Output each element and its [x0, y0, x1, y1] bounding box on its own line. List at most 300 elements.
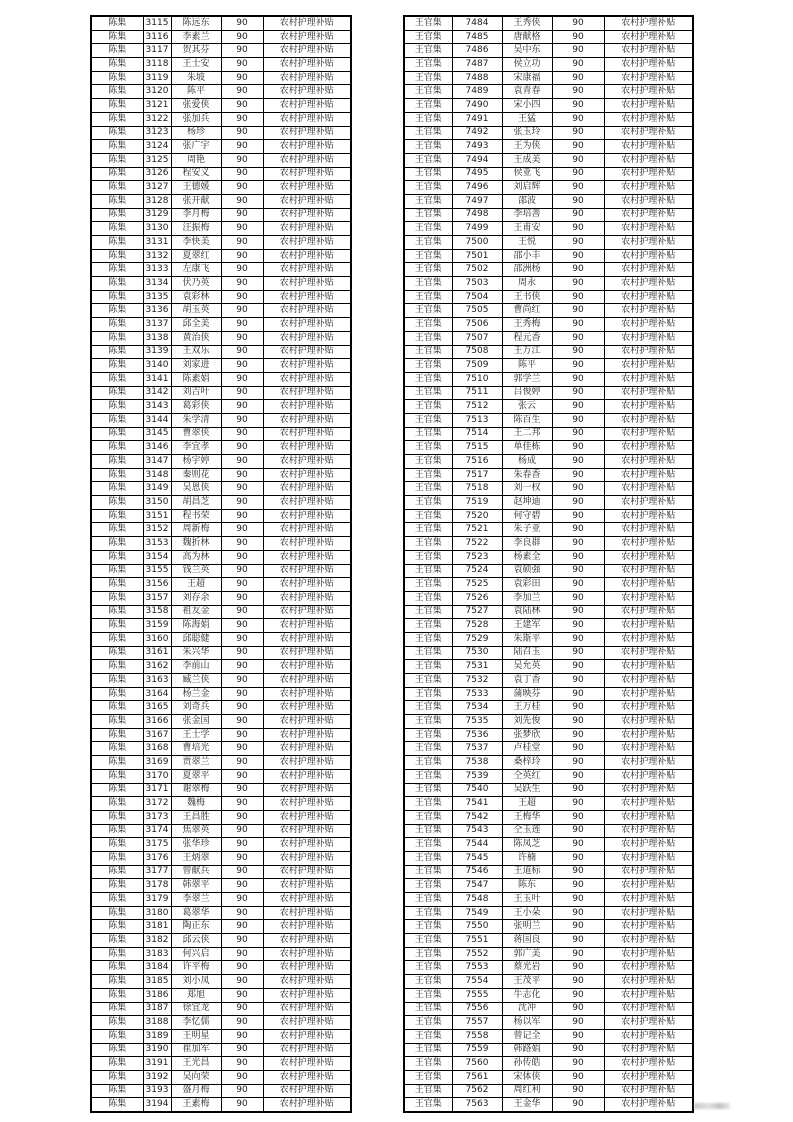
- table-row: [404, 468, 693, 482]
- person-name-cell: 夏翠平: [171, 769, 221, 783]
- amount-cell: 90: [221, 400, 263, 414]
- subsidy-type-cell: 农村护理补贴: [604, 523, 693, 537]
- amount-cell: 90: [221, 263, 263, 277]
- table-row: [404, 44, 693, 58]
- amount-cell: 90: [552, 496, 604, 510]
- serial-number-cell: 7509: [452, 359, 502, 373]
- person-name-cell: 侯亚飞: [502, 167, 552, 181]
- region-cell: 王官集: [404, 988, 452, 1002]
- region-cell: 王官集: [404, 400, 452, 414]
- table-row: [91, 236, 351, 250]
- region-cell: 陈集: [91, 893, 143, 907]
- subsidy-type-cell: 农村护理补贴: [604, 591, 693, 605]
- subsidy-type-cell: 农村护理补贴: [604, 318, 693, 332]
- region-cell: 陈集: [91, 810, 143, 824]
- subsidy-type-cell: 农村护理补贴: [263, 236, 351, 250]
- region-cell: 王官集: [404, 715, 452, 729]
- amount-cell: 90: [552, 920, 604, 934]
- subsidy-type-cell: 农村护理补贴: [604, 400, 693, 414]
- serial-number-cell: 7525: [452, 578, 502, 592]
- serial-number-cell: 3136: [143, 304, 171, 318]
- subsidy-type-cell: 农村护理补贴: [604, 1029, 693, 1043]
- serial-number-cell: 7552: [452, 947, 502, 961]
- person-name-cell: 杨成: [502, 455, 552, 469]
- amount-cell: 90: [552, 1029, 604, 1043]
- table-row: [91, 1098, 351, 1112]
- serial-number-cell: 7519: [452, 496, 502, 510]
- subsidy-type-cell: 农村护理补贴: [604, 632, 693, 646]
- table-row: [91, 824, 351, 838]
- person-name-cell: 程安义: [171, 167, 221, 181]
- subsidy-type-cell: 农村护理补贴: [263, 496, 351, 510]
- person-name-cell: 王悦: [502, 236, 552, 250]
- person-name-cell: 袁丁香: [502, 674, 552, 688]
- table-row: [404, 400, 693, 414]
- table-row: [404, 304, 693, 318]
- serial-number-cell: 7485: [452, 30, 502, 44]
- subsidy-type-cell: 农村护理补贴: [604, 920, 693, 934]
- serial-number-cell: 3158: [143, 605, 171, 619]
- table-row: [404, 646, 693, 660]
- subsidy-type-cell: 农村护理补贴: [263, 674, 351, 688]
- person-name-cell: 邵波: [502, 194, 552, 208]
- table-row: [91, 263, 351, 277]
- table-row: [404, 1057, 693, 1071]
- region-cell: 陈集: [91, 756, 143, 770]
- amount-cell: 90: [552, 318, 604, 332]
- serial-number-cell: 3122: [143, 112, 171, 126]
- person-name-cell: 邵洲杨: [502, 263, 552, 277]
- table-row: [91, 1029, 351, 1043]
- person-name-cell: 李快美: [171, 236, 221, 250]
- serial-number-cell: 3147: [143, 455, 171, 469]
- amount-cell: 90: [552, 44, 604, 58]
- serial-number-cell: 3120: [143, 85, 171, 99]
- table-row: [91, 468, 351, 482]
- table-row: [91, 249, 351, 263]
- serial-number-cell: 7496: [452, 181, 502, 195]
- serial-number-cell: 3144: [143, 413, 171, 427]
- table-row: [404, 30, 693, 44]
- amount-cell: 90: [552, 58, 604, 72]
- subsidy-type-cell: 农村护理补贴: [604, 578, 693, 592]
- person-name-cell: 李忆儒: [171, 1016, 221, 1030]
- serial-number-cell: 7502: [452, 263, 502, 277]
- region-cell: 王官集: [404, 865, 452, 879]
- region-cell: 陈集: [91, 126, 143, 140]
- amount-cell: 90: [552, 304, 604, 318]
- person-name-cell: 陈素娟: [171, 372, 221, 386]
- serial-number-cell: 7522: [452, 537, 502, 551]
- person-name-cell: 李宜孝: [171, 441, 221, 455]
- amount-cell: 90: [221, 71, 263, 85]
- region-cell: 陈集: [91, 167, 143, 181]
- person-name-cell: 陈平: [502, 359, 552, 373]
- table-row: [91, 16, 351, 30]
- subsidy-type-cell: 农村护理补贴: [263, 838, 351, 852]
- subsidy-type-cell: 农村护理补贴: [604, 619, 693, 633]
- region-cell: 王官集: [404, 167, 452, 181]
- region-cell: 王官集: [404, 277, 452, 291]
- region-cell: 陈集: [91, 961, 143, 975]
- serial-number-cell: 7487: [452, 58, 502, 72]
- subsidy-type-cell: 农村护理补贴: [604, 71, 693, 85]
- person-name-cell: 孙传皓: [502, 1057, 552, 1071]
- region-cell: 王官集: [404, 1070, 452, 1084]
- table-row: [404, 537, 693, 551]
- region-cell: 王官集: [404, 1098, 452, 1112]
- serial-number-cell: 3190: [143, 1043, 171, 1057]
- subsidy-type-cell: 农村护理补贴: [604, 386, 693, 400]
- amount-cell: 90: [221, 742, 263, 756]
- serial-number-cell: 3178: [143, 879, 171, 893]
- amount-cell: 90: [552, 605, 604, 619]
- amount-cell: 90: [221, 701, 263, 715]
- serial-number-cell: 7550: [452, 920, 502, 934]
- person-name-cell: 王炳翠: [171, 851, 221, 865]
- amount-cell: 90: [552, 277, 604, 291]
- region-cell: 陈集: [91, 988, 143, 1002]
- subsidy-type-cell: 农村护理补贴: [263, 797, 351, 811]
- person-name-cell: 许楠: [502, 851, 552, 865]
- table-row: [91, 318, 351, 332]
- amount-cell: 90: [221, 523, 263, 537]
- subsidy-type-cell: 农村护理补贴: [263, 715, 351, 729]
- serial-number-cell: 3187: [143, 1002, 171, 1016]
- table-row: [404, 71, 693, 85]
- amount-cell: 90: [552, 112, 604, 126]
- amount-cell: 90: [221, 564, 263, 578]
- serial-number-cell: 3117: [143, 44, 171, 58]
- person-name-cell: 杨兰金: [171, 687, 221, 701]
- person-name-cell: 臧兰侠: [171, 674, 221, 688]
- serial-number-cell: 7488: [452, 71, 502, 85]
- region-cell: 王官集: [404, 140, 452, 154]
- person-name-cell: 王双乐: [171, 345, 221, 359]
- table-row: [404, 441, 693, 455]
- table-row: [404, 318, 693, 332]
- amount-cell: 90: [221, 975, 263, 989]
- table-row: [404, 687, 693, 701]
- person-name-cell: 盛月梅: [171, 1084, 221, 1098]
- table-row: [404, 591, 693, 605]
- region-cell: 陈集: [91, 277, 143, 291]
- serial-number-cell: 7516: [452, 455, 502, 469]
- amount-cell: 90: [221, 112, 263, 126]
- subsidy-type-cell: 农村护理补贴: [263, 523, 351, 537]
- table-row: [404, 16, 693, 30]
- subsidy-type-cell: 农村护理补贴: [604, 537, 693, 551]
- serial-number-cell: 7512: [452, 400, 502, 414]
- table-row: [91, 359, 351, 373]
- serial-number-cell: 7493: [452, 140, 502, 154]
- amount-cell: 90: [552, 701, 604, 715]
- person-name-cell: 张金国: [171, 715, 221, 729]
- region-cell: 陈集: [91, 728, 143, 742]
- region-cell: 陈集: [91, 482, 143, 496]
- amount-cell: 90: [221, 194, 263, 208]
- region-cell: 陈集: [91, 1029, 143, 1043]
- serial-number-cell: 3166: [143, 715, 171, 729]
- table-row: [404, 1043, 693, 1057]
- amount-cell: 90: [221, 208, 263, 222]
- serial-number-cell: 7541: [452, 797, 502, 811]
- table-row: [91, 879, 351, 893]
- table-row: [404, 85, 693, 99]
- table-row: [91, 181, 351, 195]
- amount-cell: 90: [552, 1098, 604, 1112]
- person-name-cell: 王超: [502, 797, 552, 811]
- person-name-cell: 曹翠侠: [171, 427, 221, 441]
- subsidy-type-cell: 农村护理补贴: [263, 988, 351, 1002]
- amount-cell: 90: [221, 318, 263, 332]
- region-cell: 陈集: [91, 769, 143, 783]
- person-name-cell: 袁彩林: [171, 290, 221, 304]
- subsidy-type-cell: 农村护理补贴: [604, 126, 693, 140]
- region-cell: 王官集: [404, 742, 452, 756]
- person-name-cell: 朱春香: [502, 468, 552, 482]
- subsidy-type-cell: 农村护理补贴: [604, 550, 693, 564]
- amount-cell: 90: [552, 222, 604, 236]
- serial-number-cell: 3132: [143, 249, 171, 263]
- table-row: [91, 1043, 351, 1057]
- amount-cell: 90: [221, 482, 263, 496]
- region-cell: 陈集: [91, 263, 143, 277]
- subsidy-type-cell: 农村护理补贴: [604, 756, 693, 770]
- region-cell: 陈集: [91, 783, 143, 797]
- table-row: [91, 400, 351, 414]
- subsidy-type-cell: 农村护理补贴: [604, 194, 693, 208]
- amount-cell: 90: [221, 44, 263, 58]
- serial-number-cell: 3148: [143, 468, 171, 482]
- amount-cell: 90: [221, 646, 263, 660]
- region-cell: 王官集: [404, 1057, 452, 1071]
- region-cell: 王官集: [404, 756, 452, 770]
- subsidy-type-cell: 农村护理补贴: [263, 222, 351, 236]
- table-row: [404, 605, 693, 619]
- person-name-cell: 贾翠兰: [171, 756, 221, 770]
- table-row: [91, 30, 351, 44]
- subsidy-type-cell: 农村护理补贴: [263, 249, 351, 263]
- subsidy-type-cell: 农村护理补贴: [604, 1057, 693, 1071]
- person-name-cell: 袁陆林: [502, 605, 552, 619]
- subsidy-type-cell: 农村护理补贴: [263, 783, 351, 797]
- serial-number-cell: 7538: [452, 756, 502, 770]
- serial-number-cell: 7524: [452, 564, 502, 578]
- serial-number-cell: 3118: [143, 58, 171, 72]
- amount-cell: 90: [221, 290, 263, 304]
- subsidy-type-cell: 农村护理补贴: [604, 865, 693, 879]
- table-row: [404, 564, 693, 578]
- serial-number-cell: 3150: [143, 496, 171, 510]
- person-name-cell: 何守碧: [502, 509, 552, 523]
- amount-cell: 90: [552, 140, 604, 154]
- amount-cell: 90: [221, 30, 263, 44]
- subsidy-type-cell: 农村护理补贴: [604, 153, 693, 167]
- subsidy-type-cell: 农村护理补贴: [604, 1016, 693, 1030]
- region-cell: 陈集: [91, 318, 143, 332]
- person-name-cell: 王士学: [171, 728, 221, 742]
- amount-cell: 90: [221, 181, 263, 195]
- table-row: [404, 660, 693, 674]
- table-row: [404, 865, 693, 879]
- subsidy-type-cell: 农村护理补贴: [263, 85, 351, 99]
- amount-cell: 90: [221, 756, 263, 770]
- subsidy-type-cell: 农村护理补贴: [604, 687, 693, 701]
- serial-number-cell: 3193: [143, 1084, 171, 1098]
- region-cell: 陈集: [91, 701, 143, 715]
- table-row: [91, 660, 351, 674]
- amount-cell: 90: [552, 455, 604, 469]
- region-cell: 王官集: [404, 934, 452, 948]
- subsidy-type-cell: 农村护理补贴: [263, 1098, 351, 1112]
- region-cell: 陈集: [91, 99, 143, 113]
- region-cell: 陈集: [91, 920, 143, 934]
- scan-smudge-artifact: [694, 1103, 730, 1109]
- serial-number-cell: 3192: [143, 1070, 171, 1084]
- table-row: [404, 674, 693, 688]
- serial-number-cell: 7556: [452, 1002, 502, 1016]
- region-cell: 王官集: [404, 112, 452, 126]
- subsidy-type-cell: 农村护理补贴: [604, 345, 693, 359]
- region-cell: 王官集: [404, 194, 452, 208]
- amount-cell: 90: [552, 769, 604, 783]
- amount-cell: 90: [221, 167, 263, 181]
- person-name-cell: 刘一权: [502, 482, 552, 496]
- serial-number-cell: 7540: [452, 783, 502, 797]
- subsidy-type-cell: 农村护理补贴: [263, 646, 351, 660]
- amount-cell: 90: [221, 1084, 263, 1098]
- serial-number-cell: 7535: [452, 715, 502, 729]
- subsidy-type-cell: 农村护理补贴: [604, 85, 693, 99]
- region-cell: 陈集: [91, 181, 143, 195]
- table-row: [91, 222, 351, 236]
- person-name-cell: 吕俊婷: [502, 386, 552, 400]
- subsidy-type-cell: 农村护理补贴: [604, 893, 693, 907]
- region-cell: 陈集: [91, 509, 143, 523]
- person-name-cell: 陈东: [502, 879, 552, 893]
- serial-number-cell: 7499: [452, 222, 502, 236]
- subsidy-type-cell: 农村护理补贴: [263, 167, 351, 181]
- table-row: [404, 427, 693, 441]
- amount-cell: 90: [221, 249, 263, 263]
- region-cell: 陈集: [91, 578, 143, 592]
- table-row: [404, 810, 693, 824]
- person-name-cell: 张云: [502, 400, 552, 414]
- serial-number-cell: 3140: [143, 359, 171, 373]
- subsidy-type-cell: 农村护理补贴: [604, 947, 693, 961]
- amount-cell: 90: [552, 810, 604, 824]
- serial-number-cell: 3179: [143, 893, 171, 907]
- serial-number-cell: 3154: [143, 550, 171, 564]
- subsidy-type-cell: 农村护理补贴: [604, 1002, 693, 1016]
- amount-cell: 90: [221, 838, 263, 852]
- serial-number-cell: 7542: [452, 810, 502, 824]
- person-name-cell: 葛彩侠: [171, 400, 221, 414]
- amount-cell: 90: [552, 1084, 604, 1098]
- table-row: [91, 537, 351, 551]
- serial-number-cell: 7551: [452, 934, 502, 948]
- person-name-cell: 仝玉莲: [502, 824, 552, 838]
- serial-number-cell: 7506: [452, 318, 502, 332]
- table-row: [91, 550, 351, 564]
- region-cell: 王官集: [404, 947, 452, 961]
- person-name-cell: 杨素全: [502, 550, 552, 564]
- region-cell: 王官集: [404, 906, 452, 920]
- table-row: [404, 112, 693, 126]
- person-name-cell: 蒲映芬: [502, 687, 552, 701]
- serial-number-cell: 3155: [143, 564, 171, 578]
- person-name-cell: 吴跃生: [502, 783, 552, 797]
- subsidy-type-cell: 农村护理补贴: [604, 44, 693, 58]
- subsidy-type-cell: 农村护理补贴: [263, 851, 351, 865]
- person-name-cell: 王二邦: [502, 427, 552, 441]
- amount-cell: 90: [552, 975, 604, 989]
- subsidy-type-cell: 农村护理补贴: [604, 372, 693, 386]
- serial-number-cell: 3142: [143, 386, 171, 400]
- amount-cell: 90: [221, 85, 263, 99]
- person-name-cell: 袁青春: [502, 85, 552, 99]
- person-name-cell: 贺其芬: [171, 44, 221, 58]
- region-cell: 王官集: [404, 1029, 452, 1043]
- table-row: [404, 331, 693, 345]
- table-row: [91, 413, 351, 427]
- person-name-cell: 朱坡: [171, 71, 221, 85]
- amount-cell: 90: [221, 865, 263, 879]
- table-row: [91, 1016, 351, 1030]
- region-cell: 陈集: [91, 550, 143, 564]
- subsidy-type-cell: 农村护理补贴: [604, 58, 693, 72]
- serial-number-cell: 3134: [143, 277, 171, 291]
- person-name-cell: 陆召玉: [502, 646, 552, 660]
- subsidy-type-cell: 农村护理补贴: [604, 455, 693, 469]
- person-name-cell: 蒋国良: [502, 934, 552, 948]
- subsidy-table-right: [403, 15, 694, 1113]
- person-name-cell: 吴恩侠: [171, 482, 221, 496]
- region-cell: 陈集: [91, 838, 143, 852]
- table-row: [91, 906, 351, 920]
- amount-cell: 90: [552, 537, 604, 551]
- subsidy-type-cell: 农村护理补贴: [263, 1029, 351, 1043]
- subsidy-type-cell: 农村护理补贴: [263, 564, 351, 578]
- subsidy-type-cell: 农村护理补贴: [604, 181, 693, 195]
- serial-number-cell: 7532: [452, 674, 502, 688]
- subsidy-type-cell: 农村护理补贴: [604, 413, 693, 427]
- serial-number-cell: 7497: [452, 194, 502, 208]
- region-cell: 王官集: [404, 769, 452, 783]
- serial-number-cell: 3149: [143, 482, 171, 496]
- region-cell: 王官集: [404, 701, 452, 715]
- region-cell: 王官集: [404, 345, 452, 359]
- region-cell: 王官集: [404, 126, 452, 140]
- subsidy-type-cell: 农村护理补贴: [604, 701, 693, 715]
- table-row: [91, 331, 351, 345]
- table-row: [91, 920, 351, 934]
- person-name-cell: 王茂平: [502, 975, 552, 989]
- table-row: [91, 756, 351, 770]
- amount-cell: 90: [552, 728, 604, 742]
- amount-cell: 90: [221, 687, 263, 701]
- person-name-cell: 朱兴华: [171, 646, 221, 660]
- serial-number-cell: 7501: [452, 249, 502, 263]
- region-cell: 陈集: [91, 85, 143, 99]
- person-name-cell: 单佳栋: [502, 441, 552, 455]
- amount-cell: 90: [552, 797, 604, 811]
- amount-cell: 90: [221, 851, 263, 865]
- amount-cell: 90: [221, 715, 263, 729]
- subsidy-table-left: [90, 15, 352, 1113]
- serial-number-cell: 3159: [143, 619, 171, 633]
